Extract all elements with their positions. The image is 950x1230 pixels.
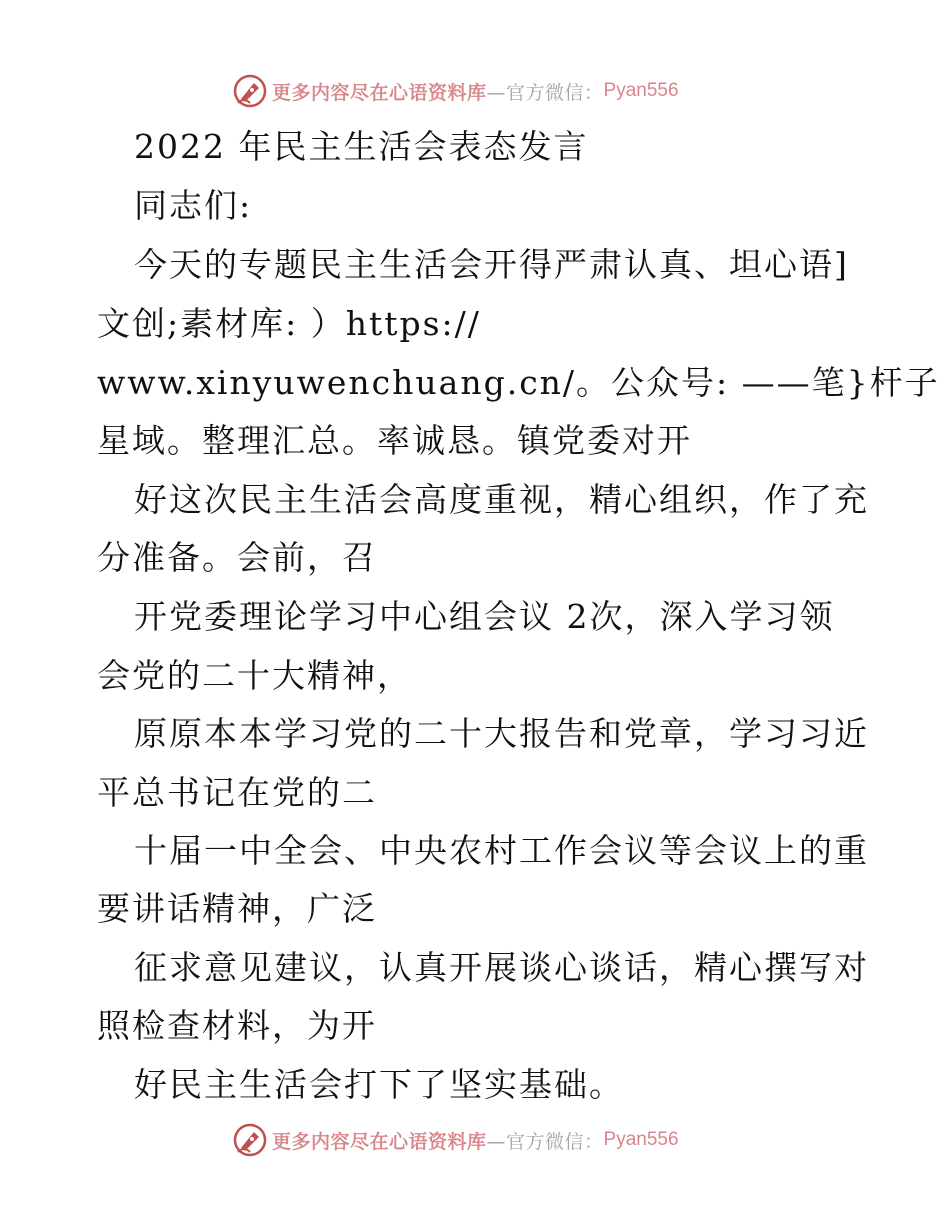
watermark-text: 更多内容尽在心语资料库 bbox=[272, 1130, 487, 1153]
body-line: 要讲话精神，广泛 bbox=[97, 889, 377, 928]
body-line: 今天的专题民主生活会开得严肃认真、坦心语] bbox=[134, 245, 849, 284]
body-line: 会党的二十大精神， bbox=[97, 656, 412, 695]
watermark-wechat-id: Pyan556 bbox=[603, 80, 679, 101]
body-line: 开党委理论学习中心组会议 2次，深入学习领 bbox=[134, 597, 835, 636]
watermark-wechat-id: Pyan556 bbox=[603, 1129, 679, 1150]
document-title: 2022 年民主生活会表态发言 bbox=[134, 127, 589, 166]
body-line: 好民主生活会打下了坚实基础。 bbox=[134, 1065, 624, 1104]
watermark-text: 更多内容尽在心语资料库 bbox=[272, 81, 487, 104]
footer-watermark-banner bbox=[232, 1120, 679, 1160]
watermark-suffix: —官方微信： bbox=[486, 1130, 604, 1153]
pen-nib-logo-icon bbox=[232, 1122, 268, 1158]
body-line: 好这次民主生活会高度重视，精心组织，作了充 bbox=[134, 480, 869, 519]
body-line: 征求意见建议，认真开展谈心谈话，精心撰写对 bbox=[134, 948, 869, 987]
watermark-suffix: —官方微信： bbox=[486, 81, 604, 104]
body-line: 十届一中全会、中央农村工作会议等会议上的重 bbox=[134, 831, 869, 870]
body-line: 分准备。会前，召 bbox=[97, 538, 377, 577]
body-line: 星域。整理汇总。率诚恳。镇党委对开 bbox=[97, 421, 692, 460]
pen-nib-logo-icon bbox=[232, 73, 268, 109]
body-line: 文创;素材库: ）https:// bbox=[97, 304, 481, 343]
body-line: 照检查材料，为开 bbox=[97, 1006, 377, 1045]
header-watermark-banner bbox=[232, 71, 679, 111]
body-line: www.xinyuwenchuang.cn/。公众号: ——笔}杆子 bbox=[97, 363, 940, 402]
salutation: 同志们: bbox=[134, 186, 253, 225]
body-line: 原原本本学习党的二十大报告和党章，学习习近 bbox=[134, 714, 869, 753]
body-line: 平总书记在党的二 bbox=[97, 773, 377, 812]
